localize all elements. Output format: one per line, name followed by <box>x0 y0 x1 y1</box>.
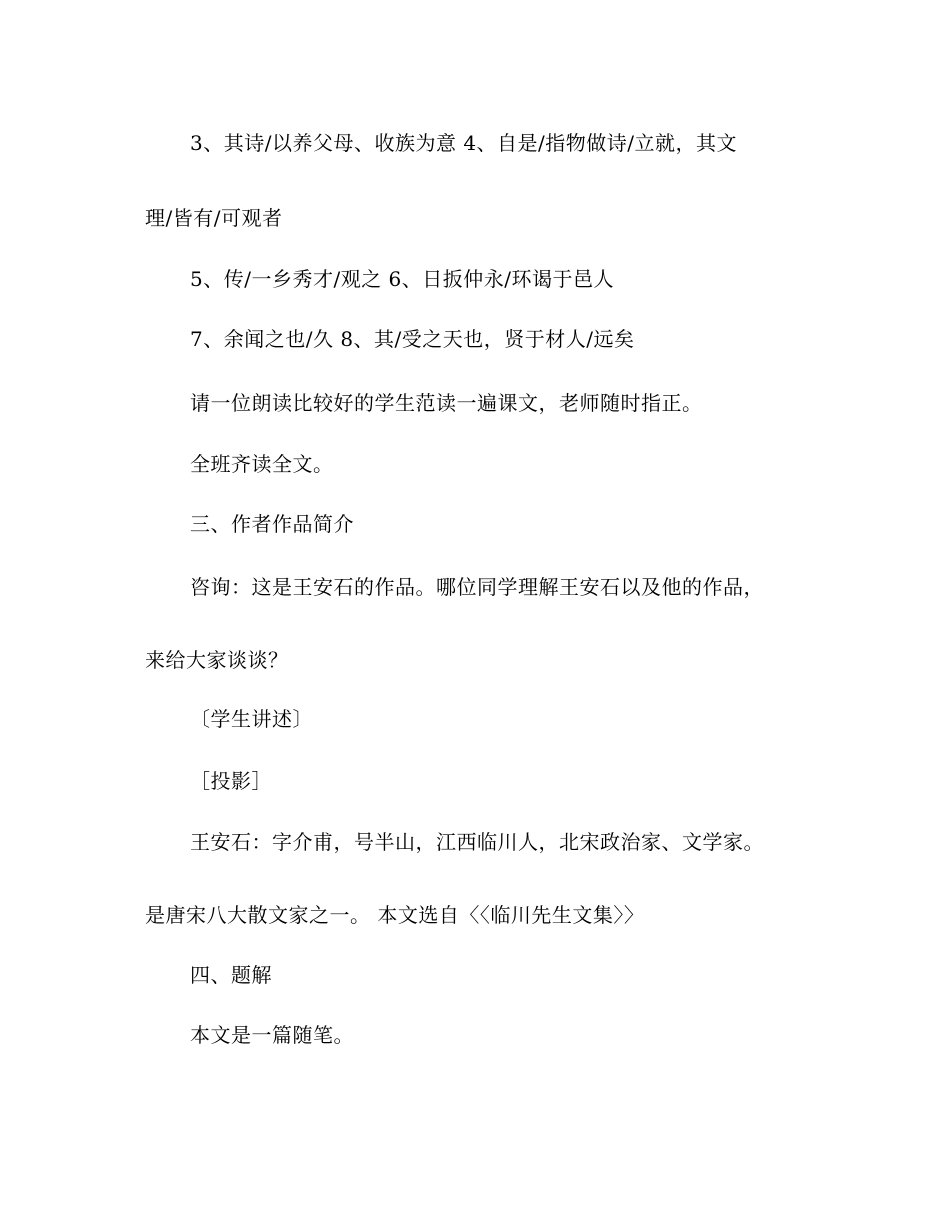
reading-instruction: 请一位朗读比较好的学生范读一遍课文，老师随时指正。 <box>190 391 703 415</box>
section-heading-author: 三、作者作品简介 <box>190 512 354 536</box>
question-paragraph-continued: 来给大家谈谈？ <box>145 648 289 672</box>
class-reading-instruction: 全班齐读全文。 <box>190 452 334 476</box>
pause-exercise-line-3-4: 3、其诗/以养父母、收族为意 4、自是/指物做诗/立就，其文 <box>190 131 738 155</box>
title-explanation-text: 本文是一篇随笔。 <box>190 1023 354 1047</box>
question-paragraph: 咨询：这是王安石的作品。哪位同学理解王安石以及他的作品， <box>190 575 764 599</box>
student-narration-note: 〔学生讲述〕 <box>190 707 313 731</box>
projection-note: ［投影］ <box>190 769 272 793</box>
section-heading-title-explanation: 四、题解 <box>190 963 272 987</box>
author-intro-continued: 是唐宋八大散文家之一。 本文选自〈〈临川先生文集〉〉 <box>145 903 645 927</box>
pause-exercise-line-continued: 理/皆有/可观者 <box>145 206 283 230</box>
author-intro-paragraph: 王安石：字介甫，号半山，江西临川人，北宋政治家、文学家。 <box>190 830 764 854</box>
pause-exercise-line-5-6: 5、传/一乡秀才/观之 6、日扳仲永/环谒于邑人 <box>190 267 615 291</box>
pause-exercise-line-7-8: 7、余闻之也/久 8、其/受之天也，贤于材人/远矣 <box>190 327 635 351</box>
